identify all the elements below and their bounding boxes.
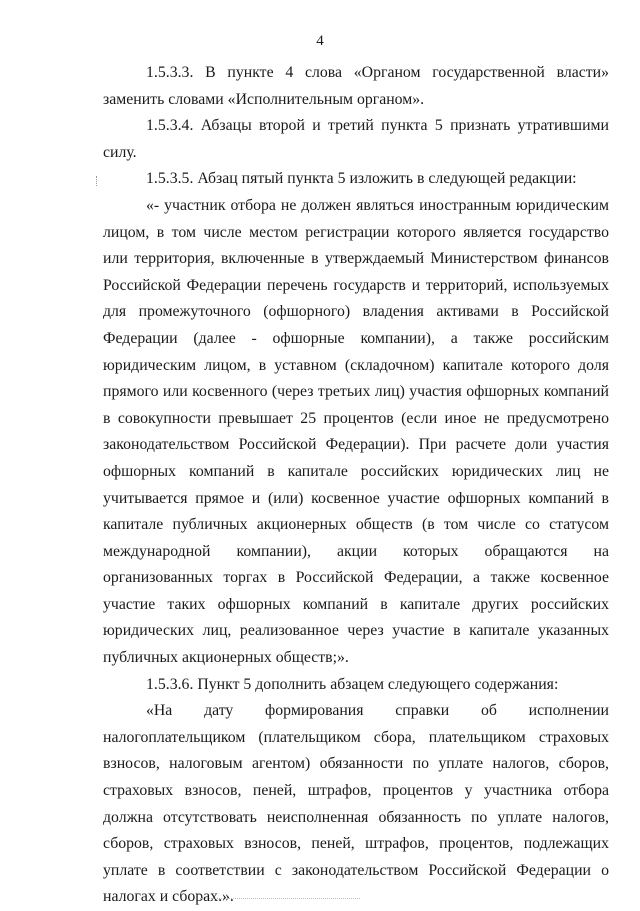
page-number: 4 xyxy=(316,33,324,49)
margin-mark xyxy=(96,176,101,186)
scan-artifact-line xyxy=(200,898,360,900)
quoted-amendment-offshore: «- участник отбора не должен являться иностранным юридическим лицом, в том числе местом регистрации которого является государство или территория, включенные в утверждаемый Министерством финансов Российской Федерации перечень государств и территорий, используемых для промежуточного (офшорного) владения активами в Российской Федерации (далее - офшорные компании), а также российским юридическим лицом, в уставном (складочном) капитале которого доля прямого или косвенного (через третьих лиц) участия офшорных компаний в совокупности превышает 25 процентов (если иное не предусмотрено законодательством Российской Федерации). При расчете доли участия офшорных компаний в капитале российских юридических лиц не учитывается прямое и (или) косвенное участие офшорных компаний в капитале публичных акционерных обществ (в том числе со статусом международной компании), акции которых обращаются на организованных торгах в Российской Федерации, а также косвенное участие таких офшорных компаний в капитале других российских юридических лиц, реализованное через участие в капитале указанных публичных акционерных обществ;». xyxy=(103,196,609,667)
paragraph-1-5-3-6: 1.5.3.6. Пункт 5 дополнить абзацем следующего содержания: xyxy=(146,675,559,693)
document-body xyxy=(103,60,609,911)
quoted-amendment-tax-obligation: «На дату формирования справки об исполнении налогоплательщиком (плательщиком сбора, плательщиком страховых взносов, налоговым агентом) обязанности по уплате налогов, сборов, страховых взносов, пеней, штрафов, процентов у участника отбора должна отсутствовать неисполненная обязанность по уплате налогов, сборов, страховых взносов, пеней, штрафов, процентов, подлежащих уплате в соответствии с законодательством Российской Федерации о налогах и сборах.». xyxy=(103,702,609,906)
paragraph-1-5-3-4: 1.5.3.4. Абзацы второй и третий пункта 5 признать утратившими силу. xyxy=(103,117,609,161)
paragraph-1-5-3-3: 1.5.3.3. В пункте 4 слова «Органом государственной власти» заменить словами «Исполнительным органом». xyxy=(103,64,609,108)
paragraph-1-5-3-5: 1.5.3.5. Абзац пятый пункта 5 изложить в следующей редакции: xyxy=(146,170,577,188)
